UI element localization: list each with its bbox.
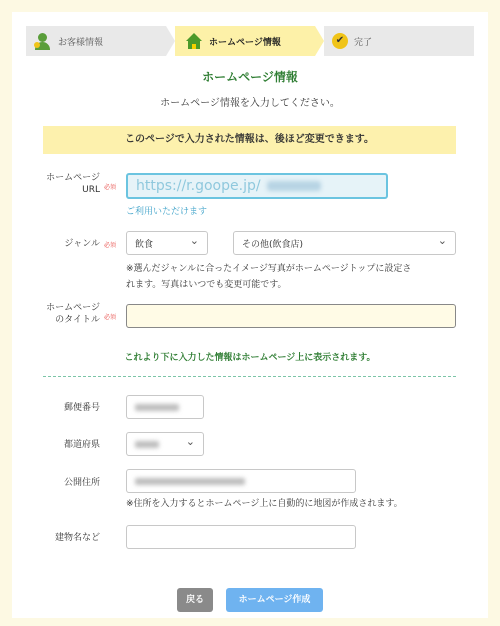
step-label: 完了	[354, 37, 373, 48]
step-label: お客様情報	[58, 37, 104, 48]
building-input[interactable]	[126, 525, 356, 549]
genre-note-line1: ※選んだジャンルに合ったイメージ写真がホームページトップに設定さ	[126, 264, 412, 274]
check-icon: ✔	[332, 33, 348, 49]
back-button[interactable]: 戻る	[177, 588, 213, 612]
step-customer-info	[26, 26, 166, 56]
page-title: ホームページ情報	[202, 70, 298, 84]
create-homepage-button[interactable]: ホームページ作成	[226, 588, 323, 612]
site-title-label	[32, 302, 100, 326]
required-badge: 必須	[104, 184, 117, 191]
address-value-redacted	[135, 478, 245, 485]
step-complete	[324, 26, 474, 56]
site-title-input[interactable]	[126, 304, 456, 328]
postal-input[interactable]	[126, 395, 204, 419]
url-availability-hint: ご利用いただけます	[126, 207, 208, 217]
building-label: 建物名など	[54, 533, 100, 543]
genre-note-line2: れます。写真はいつでも変更可能です。	[126, 280, 287, 290]
address-input[interactable]	[126, 469, 356, 493]
postal-value-redacted	[135, 404, 179, 411]
genre-label: ジャンル	[64, 239, 100, 249]
url-label	[32, 172, 100, 196]
step-arrow	[166, 26, 175, 56]
site-title-label-line2: のタイトル	[55, 315, 100, 325]
step-label: ホームページ情報	[209, 37, 281, 48]
genre-primary-value: 飲食	[135, 239, 154, 250]
address-label: 公開住所	[63, 478, 100, 488]
postal-label: 郵便番号	[63, 403, 100, 413]
genre-primary-select[interactable]	[126, 231, 208, 255]
url-label-line1: ホームページ	[46, 173, 100, 183]
section-divider	[43, 376, 456, 377]
notice-banner: このページで入力された情報は、後ほど変更できます。	[43, 126, 456, 154]
required-badge: 必須	[104, 242, 117, 249]
prefecture-value-redacted	[135, 441, 159, 448]
genre-secondary-select[interactable]	[233, 231, 456, 255]
site-title-label-line1: ホームページ	[46, 303, 100, 313]
step-homepage-info	[175, 26, 315, 56]
prefecture-label: 都道府県	[63, 440, 100, 450]
address-note: ※住所を入力するとホームページ上に自動的に地図が作成されます。	[126, 499, 403, 509]
prefecture-select[interactable]	[126, 432, 204, 456]
page-subtitle: ホームページ情報を入力してください。	[160, 98, 340, 109]
url-label-line2: URL	[82, 185, 100, 195]
url-prefix: https://r.goope.jp/	[136, 178, 261, 194]
genre-secondary-value: その他(飲食店)	[242, 239, 304, 250]
public-info-note: これより下に入力した情報はホームページ上に表示されます。	[124, 353, 376, 363]
genre-note	[126, 261, 411, 293]
form-card	[12, 12, 488, 618]
required-badge: 必須	[104, 314, 117, 321]
url-subdomain-redacted	[267, 181, 321, 191]
url-input[interactable]	[126, 173, 388, 199]
user-icon	[34, 32, 52, 50]
house-icon	[185, 32, 203, 50]
step-arrow	[315, 26, 324, 56]
